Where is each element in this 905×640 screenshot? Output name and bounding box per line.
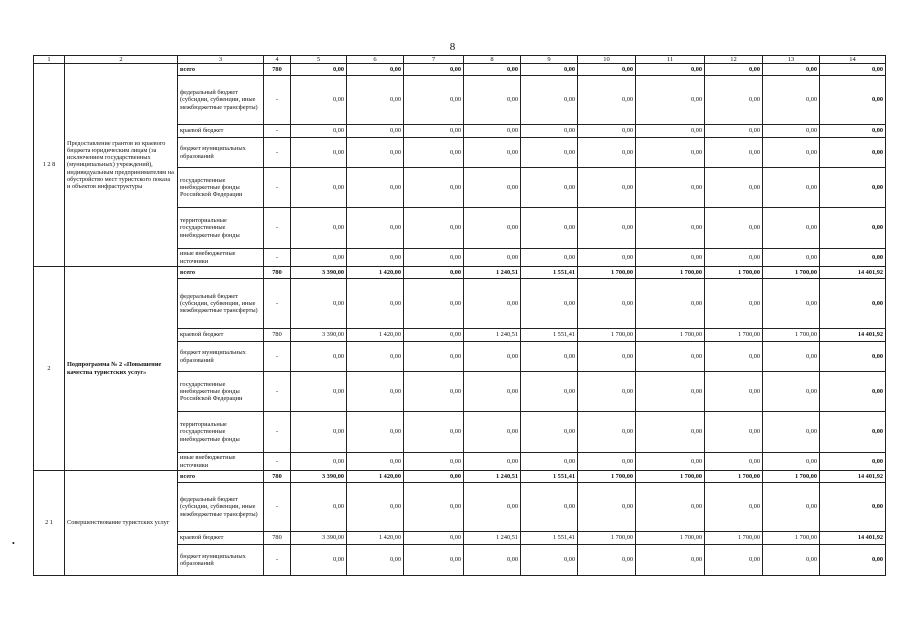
value-cell: 0,00 [521,453,578,471]
value-cell: 0,00 [578,168,636,208]
item-code: 1 2 8 [34,64,65,267]
item-code: 2 [34,267,65,471]
item-name: Предоставление грантов из краевого бюджета юридическим лицам (за исключением государственных (муниципальных) учреждений), индивидуальным предпринимателям на обустройство мест туристского показа и объектов инфраструктуры [65,64,178,267]
value-cell: 0,00 [636,138,705,168]
value-cell: 0,00 [705,168,763,208]
value-cell: 1 700,00 [636,532,705,545]
value-cell: 0,00 [763,483,820,532]
value-cell: 0,00 [464,372,521,412]
column-number-header [34,56,886,64]
table-body [34,56,886,576]
funding-source: всего [178,267,264,279]
value-cell: 1 700,00 [578,329,636,342]
funding-source: всего [178,64,264,76]
value-cell: 0,00 [578,483,636,532]
column-header-4: 4 [264,56,291,64]
value-cell: 0,00 [347,249,404,267]
value-cell: 0,00 [404,532,464,545]
grbs-code: - [264,249,291,267]
value-cell-total: 0,00 [820,249,886,267]
value-cell: 0,00 [636,545,705,576]
value-cell: 0,00 [464,279,521,329]
grbs-code: 780 [264,532,291,545]
column-header-8: 8 [464,56,521,64]
value-cell: 0,00 [763,249,820,267]
value-cell: 0,00 [347,453,404,471]
value-cell: 0,00 [404,372,464,412]
value-cell: 0,00 [464,76,521,125]
value-cell-total: 0,00 [820,412,886,453]
value-cell: 0,00 [291,64,347,76]
value-cell-total: 0,00 [820,372,886,412]
value-cell: 0,00 [291,545,347,576]
value-cell: 1 700,00 [636,267,705,279]
grbs-code: - [264,412,291,453]
item-code: 2 1 [34,471,65,576]
value-cell: 0,00 [763,208,820,249]
funding-source: территориальные государственные внебюджетные фонды [178,208,264,249]
value-cell: 0,00 [578,208,636,249]
value-cell: 0,00 [347,483,404,532]
value-cell: 0,00 [636,279,705,329]
value-cell: 0,00 [636,372,705,412]
value-cell: 1 551,41 [521,329,578,342]
value-cell: 1 700,00 [705,267,763,279]
value-cell: 0,00 [347,545,404,576]
value-cell: 0,00 [521,168,578,208]
funding-source: федеральный бюджет (субсидии, субвенции, иные межбюджетные трансферты) [178,483,264,532]
funding-source: всего [178,471,264,483]
value-cell: 0,00 [763,279,820,329]
value-cell: 0,00 [636,412,705,453]
value-cell: 0,00 [404,208,464,249]
value-cell: 0,00 [578,372,636,412]
value-cell: 0,00 [578,138,636,168]
value-cell: 0,00 [578,279,636,329]
value-cell: 0,00 [521,125,578,138]
funding-source: федеральный бюджет (субсидии, субвенции, иные межбюджетные трансферты) [178,279,264,329]
value-cell-total: 14 401,92 [820,471,886,483]
value-cell: 1 240,51 [464,267,521,279]
grbs-code: - [264,483,291,532]
value-cell: 0,00 [705,138,763,168]
value-cell-total: 0,00 [820,125,886,138]
value-cell: 0,00 [291,76,347,125]
value-cell: 0,00 [763,545,820,576]
value-cell: 0,00 [404,267,464,279]
value-cell: 0,00 [464,168,521,208]
column-header-5: 5 [291,56,347,64]
funding-source: территориальные государственные внебюджетные фонды [178,412,264,453]
value-cell: 0,00 [464,412,521,453]
value-cell: 1 700,00 [636,329,705,342]
column-header-10: 10 [578,56,636,64]
value-cell: 0,00 [521,279,578,329]
value-cell: 0,00 [521,483,578,532]
value-cell: 0,00 [636,249,705,267]
value-cell: 0,00 [521,412,578,453]
value-cell: 0,00 [347,138,404,168]
column-header-12: 12 [705,56,763,64]
value-cell: 0,00 [521,372,578,412]
value-cell: 0,00 [636,483,705,532]
funding-source: иные внебюджетные источники [178,249,264,267]
value-cell: 1 700,00 [763,532,820,545]
value-cell: 0,00 [521,138,578,168]
grbs-code: - [264,279,291,329]
funding-source: бюджет муниципальных образований [178,545,264,576]
value-cell: 0,00 [705,453,763,471]
value-cell: 1 700,00 [578,471,636,483]
value-cell: 3 390,00 [291,471,347,483]
grbs-code: - [264,372,291,412]
value-cell-total: 0,00 [820,64,886,76]
value-cell: 1 700,00 [636,471,705,483]
budget-table [33,55,886,576]
value-cell: 0,00 [291,453,347,471]
value-cell: 0,00 [521,208,578,249]
value-cell: 0,00 [636,76,705,125]
value-cell: 0,00 [763,372,820,412]
grbs-code: 780 [264,329,291,342]
value-cell: 0,00 [464,545,521,576]
value-cell: 1 551,41 [521,471,578,483]
value-cell: 0,00 [636,168,705,208]
value-cell: 1 240,51 [464,532,521,545]
value-cell: 0,00 [705,208,763,249]
value-cell: 0,00 [404,64,464,76]
grbs-code: - [264,453,291,471]
value-cell: 0,00 [705,64,763,76]
value-cell: 1 700,00 [763,267,820,279]
value-cell-total: 0,00 [820,545,886,576]
value-cell: 0,00 [763,412,820,453]
value-cell: 0,00 [763,64,820,76]
value-cell: 0,00 [291,125,347,138]
value-cell: 0,00 [404,249,464,267]
column-header-9: 9 [521,56,578,64]
column-header-6: 6 [347,56,404,64]
value-cell: 0,00 [404,545,464,576]
value-cell: 1 551,41 [521,532,578,545]
value-cell: 1 240,51 [464,471,521,483]
value-cell: 0,00 [404,76,464,125]
funding-source: бюджет муниципальных образований [178,138,264,168]
value-cell: 0,00 [763,342,820,372]
value-cell: 0,00 [464,249,521,267]
value-cell-total: 14 401,92 [820,329,886,342]
value-cell: 0,00 [521,342,578,372]
value-cell: 0,00 [347,412,404,453]
grbs-code: - [264,545,291,576]
column-header-2: 2 [65,56,178,64]
value-cell: 0,00 [404,412,464,453]
table-row [34,267,886,279]
value-cell: 3 390,00 [291,532,347,545]
value-cell: 0,00 [291,208,347,249]
value-cell: 0,00 [404,125,464,138]
value-cell: 1 420,00 [347,471,404,483]
value-cell: 0,00 [347,279,404,329]
value-cell: 0,00 [578,76,636,125]
value-cell: 0,00 [763,453,820,471]
grbs-code: 780 [264,64,291,76]
value-cell: 0,00 [705,125,763,138]
value-cell: 0,00 [404,138,464,168]
value-cell: 1 420,00 [347,329,404,342]
table-row [34,64,886,76]
value-cell: 0,00 [763,138,820,168]
value-cell: 0,00 [521,249,578,267]
item-name: Совершенствование туристских услуг [65,471,178,576]
value-cell: 0,00 [521,545,578,576]
grbs-code: 780 [264,267,291,279]
value-cell: 0,00 [464,208,521,249]
value-cell-total: 14 401,92 [820,532,886,545]
value-cell: 0,00 [464,138,521,168]
funding-source: краевой бюджет [178,125,264,138]
value-cell-total: 0,00 [820,208,886,249]
value-cell: 0,00 [291,249,347,267]
value-cell: 0,00 [636,342,705,372]
grbs-code: - [264,125,291,138]
value-cell: 0,00 [763,125,820,138]
value-cell: 0,00 [705,249,763,267]
value-cell: 1 700,00 [763,329,820,342]
value-cell: 0,00 [521,64,578,76]
value-cell: 0,00 [578,64,636,76]
value-cell: 0,00 [291,138,347,168]
value-cell: 0,00 [464,483,521,532]
value-cell: 0,00 [291,483,347,532]
value-cell: 0,00 [291,279,347,329]
value-cell: 0,00 [347,168,404,208]
value-cell: 0,00 [347,372,404,412]
value-cell: 0,00 [578,453,636,471]
value-cell: 1 420,00 [347,532,404,545]
value-cell: 0,00 [705,76,763,125]
item-name: Подпрограмма № 2 «Повышение качества туристских услуг» [65,267,178,471]
value-cell: 0,00 [347,125,404,138]
value-cell: 0,00 [521,76,578,125]
value-cell: 0,00 [404,168,464,208]
funding-source: иные внебюджетные источники [178,453,264,471]
table-row [34,471,886,483]
grbs-code: - [264,208,291,249]
grbs-code: - [264,168,291,208]
funding-source: государственные внебюджетные фонды Российской Федерации [178,372,264,412]
grbs-code: - [264,76,291,125]
value-cell: 0,00 [705,545,763,576]
value-cell: 0,00 [578,412,636,453]
value-cell: 0,00 [347,208,404,249]
funding-source: государственные внебюджетные фонды Российской Федерации [178,168,264,208]
value-cell: 0,00 [578,125,636,138]
value-cell: 0,00 [464,342,521,372]
value-cell-total: 14 401,92 [820,267,886,279]
value-cell: 0,00 [404,342,464,372]
value-cell-total: 0,00 [820,279,886,329]
value-cell: 0,00 [705,412,763,453]
value-cell: 0,00 [705,342,763,372]
value-cell: 0,00 [404,453,464,471]
value-cell: 0,00 [291,342,347,372]
column-header-11: 11 [636,56,705,64]
value-cell: 0,00 [291,412,347,453]
funding-source: бюджет муниципальных образований [178,342,264,372]
value-cell-total: 0,00 [820,76,886,125]
value-cell: 0,00 [636,208,705,249]
page-number: 8 [449,41,456,53]
value-cell: 0,00 [705,483,763,532]
value-cell-total: 0,00 [820,138,886,168]
funding-source: краевой бюджет [178,329,264,342]
value-cell: 0,00 [347,76,404,125]
value-cell-total: 0,00 [820,483,886,532]
value-cell: 0,00 [636,64,705,76]
value-cell: 1 700,00 [705,532,763,545]
value-cell: 0,00 [347,342,404,372]
value-cell: 1 700,00 [705,329,763,342]
value-cell: 0,00 [291,372,347,412]
column-header-13: 13 [763,56,820,64]
value-cell: 0,00 [636,125,705,138]
value-cell: 1 551,41 [521,267,578,279]
value-cell: 0,00 [705,372,763,412]
value-cell: 0,00 [705,279,763,329]
grbs-code: 780 [264,471,291,483]
value-cell-total: 0,00 [820,342,886,372]
grbs-code: - [264,342,291,372]
value-cell: 0,00 [404,279,464,329]
value-cell: 3 390,00 [291,267,347,279]
value-cell: 0,00 [464,453,521,471]
value-cell: 1 700,00 [578,532,636,545]
value-cell: 0,00 [404,329,464,342]
funding-source: краевой бюджет [178,532,264,545]
value-cell: 1 240,51 [464,329,521,342]
column-header-14: 14 [820,56,886,64]
column-header-3: 3 [178,56,264,64]
value-cell: 0,00 [347,64,404,76]
funding-source: федеральный бюджет (субсидии, субвенции, иные межбюджетные трансферты) [178,76,264,125]
column-header-1: 1 [34,56,65,64]
value-cell: 0,00 [404,471,464,483]
value-cell: 0,00 [291,168,347,208]
value-cell: 3 390,00 [291,329,347,342]
value-cell: 0,00 [763,76,820,125]
value-cell: 0,00 [578,545,636,576]
margin-dot: • [12,539,15,548]
grbs-code: - [264,138,291,168]
value-cell: 0,00 [464,125,521,138]
value-cell: 0,00 [464,64,521,76]
value-cell: 0,00 [636,453,705,471]
value-cell: 1 700,00 [705,471,763,483]
value-cell: 0,00 [404,483,464,532]
value-cell-total: 0,00 [820,168,886,208]
value-cell: 0,00 [578,342,636,372]
column-header-7: 7 [404,56,464,64]
value-cell: 1 420,00 [347,267,404,279]
value-cell: 1 700,00 [578,267,636,279]
value-cell: 0,00 [763,168,820,208]
value-cell: 0,00 [578,249,636,267]
value-cell-total: 0,00 [820,453,886,471]
value-cell: 1 700,00 [763,471,820,483]
